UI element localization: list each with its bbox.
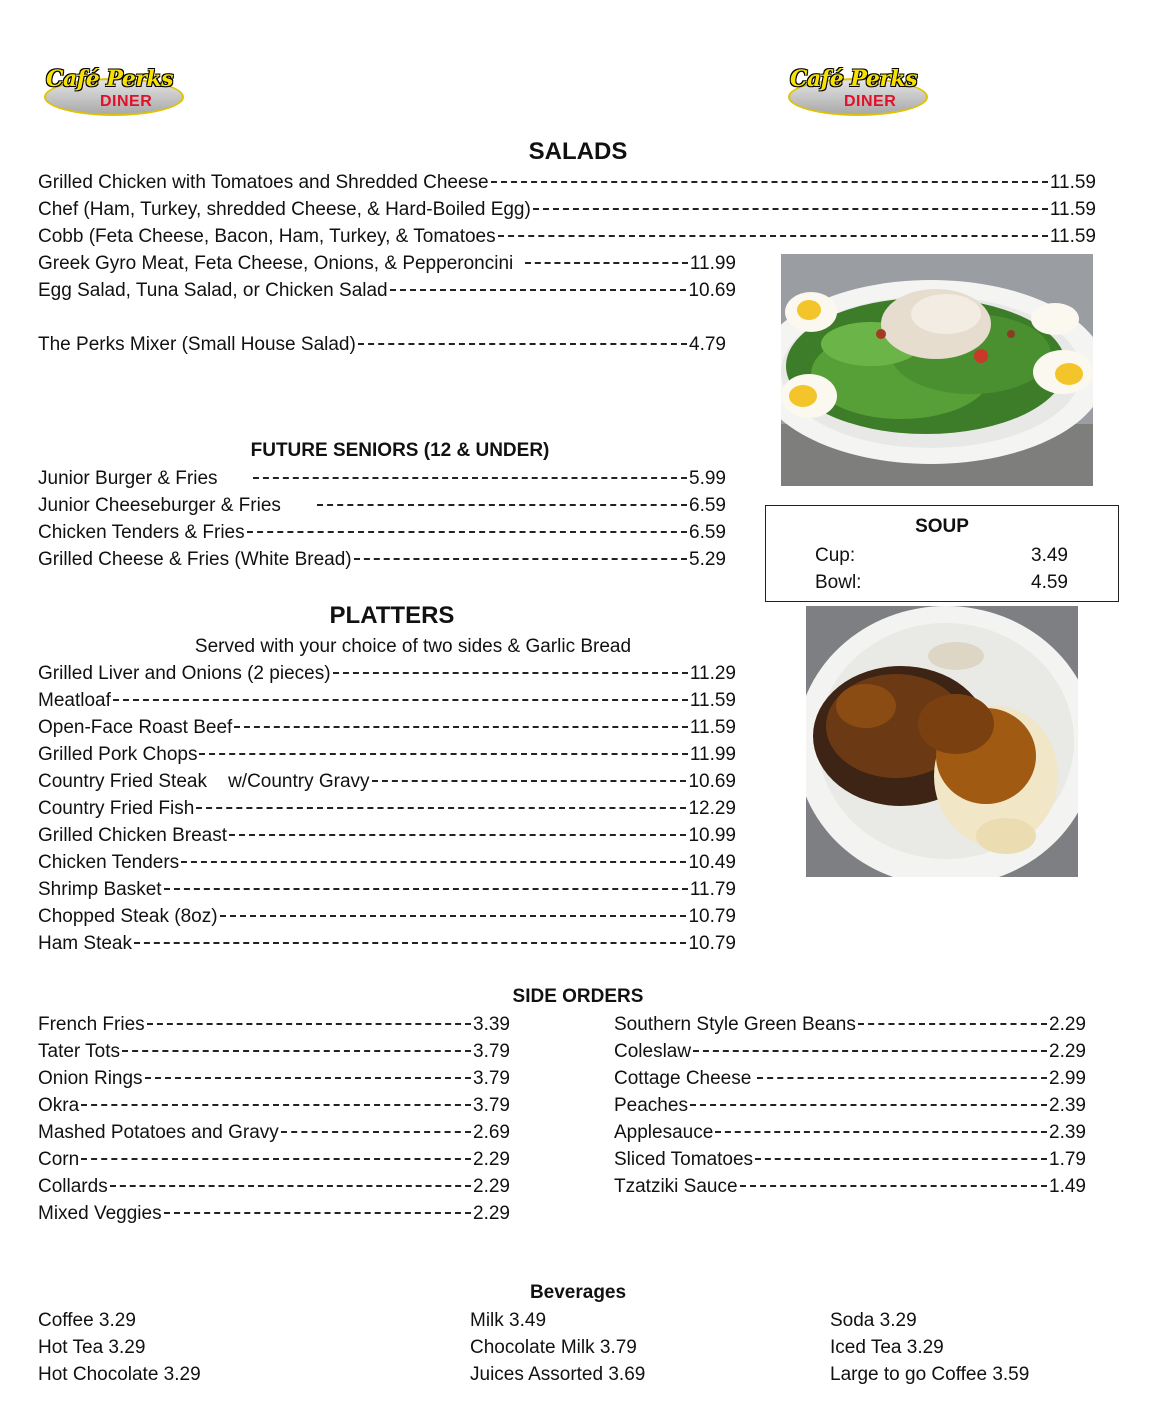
soup-cup-label: Cup: [815,545,856,566]
side-orders-heading: SIDE ORDERS [512,986,644,1007]
beverage-item: Iced Tea 3.29 [830,1337,944,1358]
soup-box [765,505,1119,602]
menu-item: Grilled Pork Chops 11.99 [38,744,736,765]
beverage-item: Large to go Coffee 3.59 [830,1364,1030,1385]
soup-cup-price: 3.49 [1031,545,1068,566]
menu-item: The Perks Mixer (Small House Salad) 4.79 [38,334,726,355]
menu-item: Okra 3.79 [38,1095,510,1116]
menu-item: Mixed Veggies 2.29 [38,1203,510,1224]
platter-photo [806,606,1078,877]
menu-item: Chicken Tenders 10.49 [38,852,736,873]
menu-item: Onion Rings 3.79 [38,1068,510,1089]
beverages-heading: Beverages [529,1282,627,1303]
menu-item: Open-Face Roast Beef 11.59 [38,717,736,738]
menu-item: Tater Tots 3.79 [38,1041,510,1062]
menu-item: Country Fried Steak w/Country Gravy 10.69 [38,771,736,792]
menu-item: Coleslaw 2.29 [614,1041,1086,1062]
menu-item: Sliced Tomatoes 1.79 [614,1149,1086,1170]
salads-heading: SALADS [528,138,628,165]
platters-heading: PLATTERS [329,602,455,629]
menu-item: Meatloaf 11.59 [38,690,736,711]
menu-item: Junior Cheeseburger & Fries 6.59 [38,495,726,516]
menu-item: Ham Steak 10.79 [38,933,736,954]
menu-item: Corn 2.29 [38,1149,510,1170]
menu-item: Tzatziki Sauce 1.49 [614,1176,1086,1197]
menu-item: Shrimp Basket 11.79 [38,879,736,900]
soup-bowl-price: 4.59 [1031,572,1068,593]
menu-item: Collards 2.29 [38,1176,510,1197]
menu-item: Peaches 2.39 [614,1095,1086,1116]
menu-item: Cobb (Feta Cheese, Bacon, Ham, Turkey, & Tomatoes 11.59 [38,226,1096,247]
menu-item: Grilled Chicken with Tomatoes and Shredded Cheese 11.59 [38,172,1096,193]
beverage-item: Hot Tea 3.29 [38,1337,146,1358]
soup-heading: SOUP [915,516,969,537]
menu-item: Greek Gyro Meat, Feta Cheese, Onions, & Pepperoncini 11.99 [38,253,736,274]
menu-item: Egg Salad, Tuna Salad, or Chicken Salad 10.69 [38,280,736,301]
cafe-perks-logo-left: Café Perks DINER [42,66,188,122]
menu-item: Grilled Chicken Breast 10.99 [38,825,736,846]
cafe-perks-logo-right: Café Perks DINER [786,66,932,122]
menu-item: Southern Style Green Beans 2.29 [614,1014,1086,1035]
menu-item: Cottage Cheese 2.99 [614,1068,1086,1089]
menu-item: Country Fried Fish 12.29 [38,798,736,819]
salad-photo [781,254,1093,486]
beverage-item: Milk 3.49 [470,1310,547,1331]
menu-item: Applesauce 2.39 [614,1122,1086,1143]
soup-bowl-label: Bowl: [815,572,862,593]
beverage-item: Coffee 3.29 [38,1310,136,1331]
menu-item: Chopped Steak (8oz) 10.79 [38,906,736,927]
menu-item: French Fries 3.39 [38,1014,510,1035]
menu-item: Junior Burger & Fries 5.99 [38,468,726,489]
beverage-item: Hot Chocolate 3.29 [38,1364,201,1385]
platters-subtitle: Served with your choice of two sides & Garlic Bread [194,636,632,657]
menu-item: Grilled Cheese & Fries (White Bread) 5.29 [38,549,726,570]
menu-item: Chicken Tenders & Fries 6.59 [38,522,726,543]
future-seniors-heading: FUTURE SENIORS (12 & UNDER) [250,440,550,461]
menu-item: Grilled Liver and Onions (2 pieces) 11.29 [38,663,736,684]
beverage-item: Juices Assorted 3.69 [470,1364,646,1385]
beverage-item: Chocolate Milk 3.79 [470,1337,637,1358]
menu-item: Mashed Potatoes and Gravy 2.69 [38,1122,510,1143]
menu-item: Chef (Ham, Turkey, shredded Cheese, & Hard-Boiled Egg) 11.59 [38,199,1096,220]
beverage-item: Soda 3.29 [830,1310,917,1331]
